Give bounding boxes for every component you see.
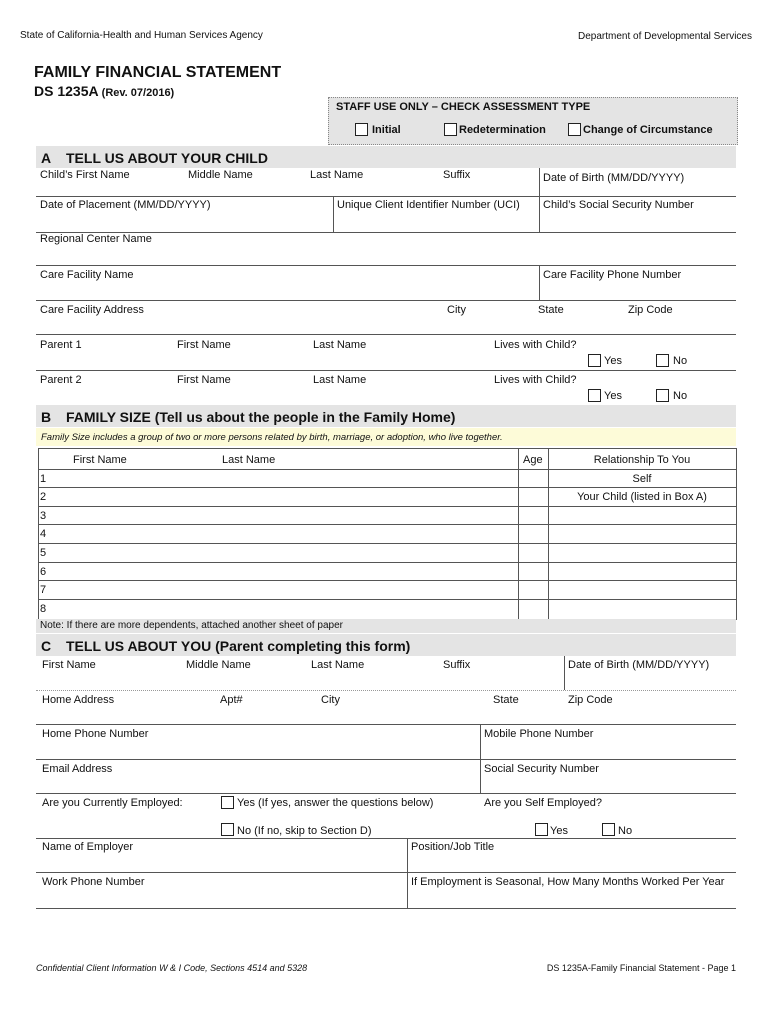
email-label: Email Address [42, 763, 113, 775]
position-label: Position/Job Title [411, 841, 495, 853]
parent-state-label: State [493, 694, 519, 706]
parent2-yes-label: Yes [604, 390, 622, 402]
family-note-bottom: Note: If there are more dependents, attached another sheet of paper [40, 620, 343, 631]
staff-use-heading: STAFF USE ONLY – CHECK ASSESSMENT TYPE [336, 101, 591, 113]
child-dob-input[interactable] [541, 186, 735, 196]
employed-no-label: No (If no, skip to Section D) [237, 825, 372, 837]
parent1-no-checkbox[interactable] [656, 354, 669, 367]
section-c-letter: C [41, 638, 52, 654]
parent-zip-label: Zip Code [568, 694, 613, 706]
parent1-no-label: No [673, 355, 688, 367]
child-name-input[interactable] [36, 179, 536, 195]
form-title: FAMILY FINANCIAL STATEMENT [34, 64, 282, 81]
section-a-letter: A [41, 150, 52, 166]
form-number: DS 1235A [34, 83, 99, 99]
parent1-last-name-label: Last Name [313, 339, 367, 351]
care-facility-zip-label: Zip Code [628, 304, 673, 316]
parent-middle-name-label: Middle Name [186, 659, 251, 671]
care-facility-address-label: Care Facility Address [40, 304, 144, 316]
family-col-last-name: Last Name [222, 454, 276, 466]
parent-suffix-label: Suffix [443, 659, 471, 671]
employed-no-checkbox[interactable] [221, 823, 234, 836]
placement-date-label: Date of Placement (MM/DD/YYYY) [40, 199, 211, 211]
confidential-notice: Confidential Client Information W & I Code, Sections 4514 and 5328 [36, 963, 308, 973]
care-facility-state-label: State [538, 304, 564, 316]
parent2-lives-with-child-label: Lives with Child? [494, 374, 577, 386]
parent-first-name-label: First Name [42, 659, 96, 671]
section-c-title: TELL US ABOUT YOU (Parent completing this form) [66, 638, 411, 654]
agency-name: State of California-Health and Human Services Agency [20, 30, 263, 41]
parent-city-label: City [321, 694, 340, 706]
child-dob-label: Date of Birth (MM/DD/YYYY) [543, 172, 685, 184]
family-row-relationship: Your Child (listed in Box A) [577, 491, 707, 503]
form-revision: (Rev. 07/2016) [101, 87, 175, 99]
employed-yes-checkbox[interactable] [221, 796, 234, 809]
uci-label: Unique Client Identifier Number (UCI) [337, 199, 520, 211]
family-col-first-name: First Name [73, 454, 127, 466]
parent2-no-checkbox[interactable] [656, 389, 669, 402]
parent1-yes-label: Yes [604, 355, 622, 367]
family-size-note: Family Size includes a group of two or more persons related by birth, marriage, or adoption, who live together. [41, 432, 503, 443]
employed-question: Are you Currently Employed: [42, 797, 183, 809]
page-footer: DS 1235A-Family Financial Statement - Page 1 [546, 963, 736, 973]
self-employed-no-checkbox[interactable] [602, 823, 615, 836]
family-row-number: 3 [40, 510, 47, 522]
initial-label: Initial [372, 124, 401, 136]
family-col-relationship: Relationship To You [593, 454, 691, 466]
mobile-phone-label: Mobile Phone Number [484, 728, 594, 740]
self-employed-question: Are you Self Employed? [484, 797, 603, 809]
parent2-no-label: No [673, 390, 688, 402]
self-employed-yes-checkbox[interactable] [535, 823, 548, 836]
home-phone-label: Home Phone Number [42, 728, 149, 740]
family-row-number: 6 [40, 566, 47, 578]
home-address-label: Home Address [42, 694, 115, 706]
form-id [34, 83, 174, 99]
seasonal-months-label: If Employment is Seasonal, How Many Months Worked Per Year [411, 876, 725, 888]
care-facility-name-label: Care Facility Name [40, 269, 134, 281]
child-middle-name-label: Middle Name [188, 169, 253, 181]
section-b-title: FAMILY SIZE (Tell us about the people in the Family Home) [66, 409, 456, 425]
self-employed-no-label: No [618, 825, 633, 837]
family-row-number: 5 [40, 547, 47, 559]
parent2-last-name-label: Last Name [313, 374, 367, 386]
family-row-relationship: Self [632, 473, 652, 485]
work-phone-label: Work Phone Number [42, 876, 145, 888]
regional-center-label: Regional Center Name [40, 233, 152, 245]
family-row-number: 4 [40, 528, 47, 540]
child-suffix-label: Suffix [443, 169, 471, 181]
change-of-circumstance-label: Change of Circumstance [583, 124, 713, 136]
initial-checkbox[interactable] [355, 123, 368, 136]
parent1-yes-checkbox[interactable] [588, 354, 601, 367]
child-last-name-label: Last Name [310, 169, 364, 181]
employer-label: Name of Employer [42, 841, 134, 853]
section-b-letter: B [41, 409, 52, 425]
redetermination-checkbox[interactable] [444, 123, 457, 136]
department-name: Department of Developmental Services [578, 31, 752, 42]
self-employed-yes-label: Yes [550, 825, 568, 837]
family-col-age: Age [523, 454, 543, 466]
family-row-number: 8 [40, 603, 47, 615]
parent2-yes-checkbox[interactable] [588, 389, 601, 402]
employed-yes-label: Yes (If yes, answer the questions below) [237, 797, 434, 809]
family-row-number: 1 [40, 473, 47, 485]
child-ssn-label: Child’s Social Security Number [543, 199, 694, 211]
redetermination-label: Redetermination [459, 124, 546, 136]
parent-dob-label: Date of Birth (MM/DD/YYYY) [568, 659, 710, 671]
change-of-circumstance-checkbox[interactable] [568, 123, 581, 136]
parent2-label: Parent 2 [40, 374, 82, 386]
parent-ssn-label: Social Security Number [484, 763, 599, 775]
care-facility-phone-label: Care Facility Phone Number [543, 269, 682, 281]
parent1-first-name-label: First Name [177, 339, 231, 351]
section-a-title: TELL US ABOUT YOUR CHILD [66, 150, 268, 166]
family-row-number: 2 [40, 491, 47, 503]
parent1-lives-with-child-label: Lives with Child? [494, 339, 577, 351]
apt-label: Apt# [220, 694, 243, 706]
child-first-name-label: Child’s First Name [40, 169, 130, 181]
care-facility-city-label: City [447, 304, 466, 316]
parent1-label: Parent 1 [40, 339, 82, 351]
parent2-first-name-label: First Name [177, 374, 231, 386]
family-row-number: 7 [40, 584, 47, 596]
parent-last-name-label: Last Name [311, 659, 365, 671]
